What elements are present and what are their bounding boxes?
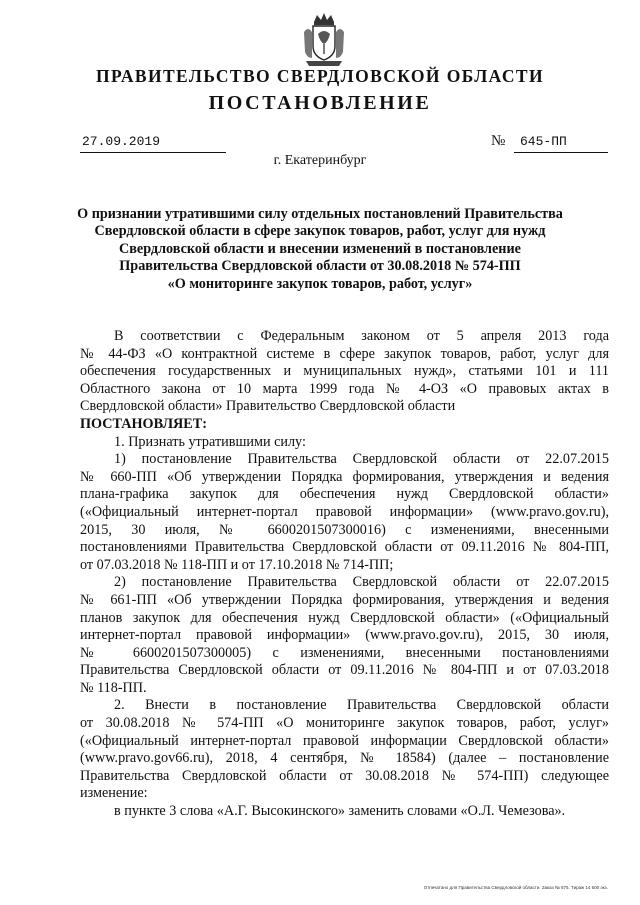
document-number: 645-ПП bbox=[520, 134, 567, 149]
item-1-2-line: № 118-ПП. bbox=[80, 679, 147, 696]
date-field bbox=[80, 135, 226, 153]
item-2-1: в пункте 3 слова «А.Г. Высокинского» заменить словами «О.Л. Чемезова». bbox=[114, 803, 566, 820]
item-2-line: (www.pravo.gov66.ru), 2018, 4 сентября, № 18584) (далее – постановление bbox=[80, 750, 609, 767]
item-1-2-line: Правительства Свердловской области от 09.11.2016 № 804-ПП и от 07.03.2018 bbox=[80, 662, 609, 679]
item-1-2-line: № 6600201507300005) с изменениями, внесенными постановлениями bbox=[80, 644, 609, 661]
preamble-line: № 44-ФЗ «О контрактной системе в сфере закупок товаров, работ, услуг для bbox=[80, 345, 609, 362]
item-2-line: Правительства Свердловской области от 30.08.2018 № 574-ПП) следующее bbox=[80, 767, 609, 784]
document-body bbox=[80, 328, 609, 821]
item-2-line: от 30.08.2018 № 574-ПП «О мониторинге закупок товаров, работ, услуг» bbox=[80, 715, 609, 732]
title-line: О признании утратившими силу отдельных постановлений Правительства bbox=[77, 206, 563, 222]
title-line: Свердловской области в сфере закупок товаров, работ, услуг для нужд bbox=[94, 223, 546, 240]
document-type: ПОСТАНОВЛЕНИЕ bbox=[208, 92, 432, 114]
item-1-1-line: постановлениями Правительства Свердловской области от 09.11.2016 № 804-ПП, bbox=[80, 539, 609, 556]
item-1-1-line: 1) постановление Правительства Свердловской области от 22.07.2015 bbox=[114, 451, 609, 468]
item-1-2-line: планов закупок для обеспечения нужд Свердловской области» («Официальный bbox=[80, 609, 609, 626]
government-name: ПРАВИТЕЛЬСТВО СВЕРДЛОВСКОЙ ОБЛАСТИ bbox=[96, 66, 544, 86]
item-2-line: изменение: bbox=[80, 785, 148, 802]
preamble-line: Областного закона от 10 марта 1999 года № 4-ОЗ «О правовых актах в bbox=[80, 380, 609, 397]
item-1-1-line: 2015, 30 июля, № 6600201507300016) с изменениями, внесенными bbox=[80, 521, 609, 538]
preamble-line: обеспечения государственных и муниципальных нужд», статьями 101 и 111 bbox=[80, 363, 609, 380]
item-1-2-line: интернет-портал правовой информации» (www.pravo.gov.ru), 2015, 30 июля, bbox=[80, 627, 609, 644]
print-footer: Отпечатано для Правительства Свердловской области. Заказ № 875. Тираж 14 600 экз. bbox=[423, 885, 608, 890]
item-2-line: 2. Внести в постановление Правительства Свердловской области bbox=[114, 697, 609, 714]
item-1-1-line: № 660-ПП «Об утверждении Порядка формирования, утверждения и ведения bbox=[80, 468, 609, 485]
title-line: Свердловской области и внесении изменений в постановление bbox=[119, 240, 521, 257]
item-1-lead: 1. Признать утратившими силу: bbox=[114, 433, 306, 450]
preamble-line: Свердловской области» Правительство Свердловской области bbox=[80, 398, 456, 415]
decree-word: ПОСТАНОВЛЯЕТ: bbox=[80, 415, 207, 432]
coat-of-arms-icon bbox=[301, 12, 347, 68]
city: г. Екатеринбург bbox=[273, 153, 367, 168]
title-line: «О мониторинге закупок товаров, работ, услуг» bbox=[167, 275, 473, 292]
item-1-1-line: от 07.03.2018 № 118-ПП и от 17.10.2018 № 714-ПП; bbox=[80, 556, 394, 573]
item-1-1-line: плана-графика закупок для обеспечения нужд Свердловской области» bbox=[80, 486, 609, 503]
title-line: Правительства Свердловской области от 30.08.2018 № 574-ПП bbox=[119, 258, 521, 275]
document-title bbox=[70, 206, 570, 293]
item-2-line: («Официальный интернет-портал правовой информации Свердловской области» bbox=[80, 732, 609, 749]
number-sign: № bbox=[491, 133, 506, 149]
item-1-1-line: («Официальный интернет-портал правовой информации» (www.pravo.gov.ru), bbox=[80, 503, 609, 520]
document-date: 27.09.2019 bbox=[82, 134, 161, 149]
number-field bbox=[514, 135, 608, 153]
preamble-line: В соответствии с Федеральным законом от 5 апреля 2013 года bbox=[114, 328, 609, 344]
item-1-2-line: 2) постановление Правительства Свердловской области от 22.07.2015 bbox=[114, 574, 609, 591]
item-1-2-line: № 661-ПП «Об утверждении Порядка формирования, утверждения и ведения bbox=[80, 591, 609, 608]
